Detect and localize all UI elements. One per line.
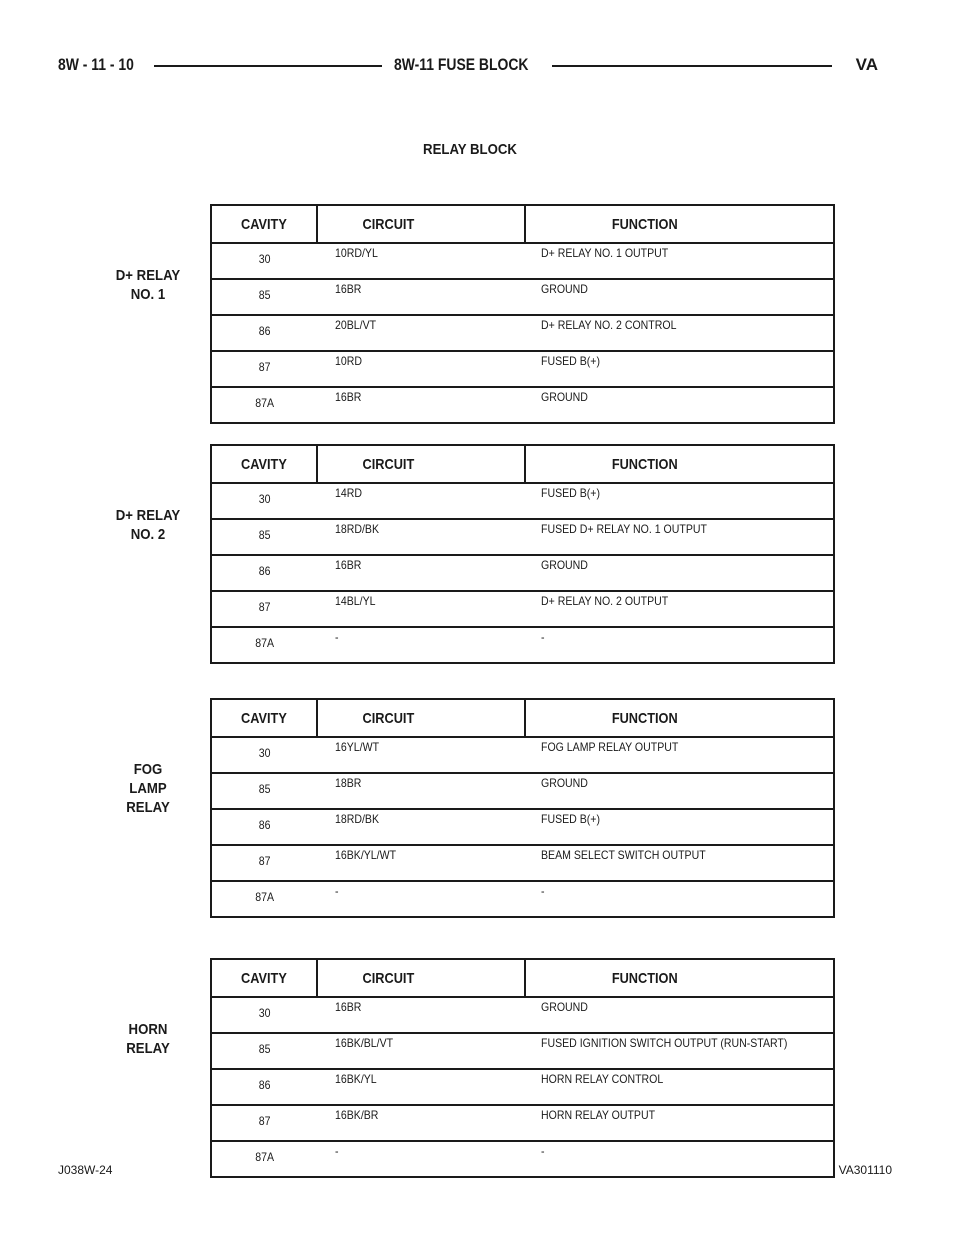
relay-name-line1: D+ RELAY xyxy=(115,507,181,524)
function-cell: D+ RELAY NO. 2 OUTPUT xyxy=(525,591,834,627)
function-header: FUNCTION xyxy=(525,205,834,243)
function-cell: FUSED D+ RELAY NO. 1 OUTPUT xyxy=(525,519,834,555)
table-row xyxy=(211,591,834,627)
table-row xyxy=(211,809,834,845)
table-row xyxy=(211,737,834,773)
circuit-cell: 16BK/BL/VT xyxy=(317,1033,525,1069)
function-cell: FUSED B(+) xyxy=(525,809,834,845)
table-row xyxy=(211,881,834,917)
cavity-cell: 85 xyxy=(211,279,317,315)
cavity-header: CAVITY xyxy=(211,699,317,737)
page-header xyxy=(58,55,878,77)
cavity-cell: 86 xyxy=(211,315,317,351)
cavity-cell: 86 xyxy=(211,555,317,591)
function-cell: GROUND xyxy=(525,387,834,423)
relay-table xyxy=(210,204,835,424)
function-header: FUNCTION xyxy=(525,959,834,997)
page-number: 8W - 11 - 10 xyxy=(58,55,134,74)
header-rule-right xyxy=(552,65,832,67)
cavity-cell: 85 xyxy=(211,773,317,809)
function-cell: GROUND xyxy=(525,555,834,591)
table-header-row xyxy=(211,959,834,997)
circuit-header: CIRCUIT xyxy=(317,959,525,997)
cavity-cell: 86 xyxy=(211,809,317,845)
circuit-cell: 16BK/YL/WT xyxy=(317,845,525,881)
relay-name-line2: NO. 1 xyxy=(130,286,166,303)
circuit-cell: 18RD/BK xyxy=(317,519,525,555)
function-cell: FUSED IGNITION SWITCH OUTPUT (RUN-START) xyxy=(525,1033,834,1069)
cavity-cell: 87 xyxy=(211,1105,317,1141)
function-cell: D+ RELAY NO. 1 OUTPUT xyxy=(525,243,834,279)
cavity-cell: 87A xyxy=(211,1141,317,1177)
table-header-row xyxy=(211,205,834,243)
cavity-header: CAVITY xyxy=(211,959,317,997)
function-cell: HORN RELAY OUTPUT xyxy=(525,1105,834,1141)
function-cell: GROUND xyxy=(525,279,834,315)
circuit-header: CIRCUIT xyxy=(317,699,525,737)
relay-name xyxy=(95,506,201,544)
table-row xyxy=(211,483,834,519)
function-cell: FUSED B(+) xyxy=(525,483,834,519)
function-header: FUNCTION xyxy=(525,699,834,737)
table-row xyxy=(211,351,834,387)
function-cell: - xyxy=(525,627,834,663)
circuit-cell: - xyxy=(317,881,525,917)
table-row xyxy=(211,997,834,1033)
relay-name xyxy=(95,266,201,304)
header-rule-left xyxy=(154,65,382,67)
circuit-cell: 10RD/YL xyxy=(317,243,525,279)
circuit-cell: 18RD/BK xyxy=(317,809,525,845)
circuit-cell: 10RD xyxy=(317,351,525,387)
cavity-cell: 30 xyxy=(211,737,317,773)
cavity-cell: 87A xyxy=(211,627,317,663)
cavity-cell: 87A xyxy=(211,881,317,917)
relay-name xyxy=(95,1020,201,1058)
table-header-row xyxy=(211,699,834,737)
function-cell: BEAM SELECT SWITCH OUTPUT xyxy=(525,845,834,881)
circuit-cell: 16BR xyxy=(317,997,525,1033)
circuit-cell: 18BR xyxy=(317,773,525,809)
table-row xyxy=(211,773,834,809)
table-row xyxy=(211,845,834,881)
cavity-cell: 86 xyxy=(211,1069,317,1105)
cavity-cell: 87 xyxy=(211,845,317,881)
model-code: VA xyxy=(855,55,878,74)
relay-name-line2: LAMP xyxy=(129,780,167,797)
circuit-cell: - xyxy=(317,1141,525,1177)
table-row xyxy=(211,1105,834,1141)
table-row xyxy=(211,243,834,279)
table-row xyxy=(211,555,834,591)
document-code: VA301110 xyxy=(838,1163,892,1177)
table-row xyxy=(211,1069,834,1105)
circuit-cell: 16BR xyxy=(317,387,525,423)
table-header-row xyxy=(211,445,834,483)
table-row xyxy=(211,1033,834,1069)
cavity-header: CAVITY xyxy=(211,205,317,243)
relay-name-line3: RELAY xyxy=(126,799,170,816)
function-cell: FUSED B(+) xyxy=(525,351,834,387)
function-cell: GROUND xyxy=(525,773,834,809)
circuit-header: CIRCUIT xyxy=(317,205,525,243)
cavity-cell: 87 xyxy=(211,351,317,387)
table-row xyxy=(211,279,834,315)
cavity-cell: 85 xyxy=(211,519,317,555)
table-row xyxy=(211,627,834,663)
circuit-cell: 14RD xyxy=(317,483,525,519)
section-title: 8W-11 FUSE BLOCK xyxy=(394,55,529,74)
circuit-cell: 16BK/YL xyxy=(317,1069,525,1105)
relay-name-line1: D+ RELAY xyxy=(115,267,181,284)
relay-name-line1: HORN xyxy=(128,1021,168,1038)
page-title: RELAY BLOCK xyxy=(423,141,517,158)
relay-name-line2: NO. 2 xyxy=(130,526,166,543)
table-row xyxy=(211,387,834,423)
cavity-cell: 87A xyxy=(211,387,317,423)
cavity-cell: 30 xyxy=(211,243,317,279)
relay-name xyxy=(95,760,201,817)
cavity-cell: 30 xyxy=(211,483,317,519)
table-row xyxy=(211,519,834,555)
relay-name-line2: RELAY xyxy=(126,1040,170,1057)
figure-id: J038W-24 xyxy=(58,1163,113,1177)
relay-name-line1: FOG xyxy=(133,761,163,778)
table-row xyxy=(211,1141,834,1177)
function-cell: HORN RELAY CONTROL xyxy=(525,1069,834,1105)
function-cell: - xyxy=(525,1141,834,1177)
table-row xyxy=(211,315,834,351)
circuit-header: CIRCUIT xyxy=(317,445,525,483)
cavity-cell: 30 xyxy=(211,997,317,1033)
circuit-cell: - xyxy=(317,627,525,663)
function-cell: GROUND xyxy=(525,997,834,1033)
circuit-cell: 16BR xyxy=(317,279,525,315)
circuit-cell: 16BR xyxy=(317,555,525,591)
circuit-cell: 20BL/VT xyxy=(317,315,525,351)
cavity-cell: 85 xyxy=(211,1033,317,1069)
relay-table xyxy=(210,958,835,1178)
function-cell: D+ RELAY NO. 2 CONTROL xyxy=(525,315,834,351)
relay-table xyxy=(210,698,835,918)
cavity-cell: 87 xyxy=(211,591,317,627)
function-cell: FOG LAMP RELAY OUTPUT xyxy=(525,737,834,773)
circuit-cell: 16YL/WT xyxy=(317,737,525,773)
function-cell: - xyxy=(525,881,834,917)
circuit-cell: 14BL/YL xyxy=(317,591,525,627)
function-header: FUNCTION xyxy=(525,445,834,483)
relay-table xyxy=(210,444,835,664)
circuit-cell: 16BK/BR xyxy=(317,1105,525,1141)
cavity-header: CAVITY xyxy=(211,445,317,483)
